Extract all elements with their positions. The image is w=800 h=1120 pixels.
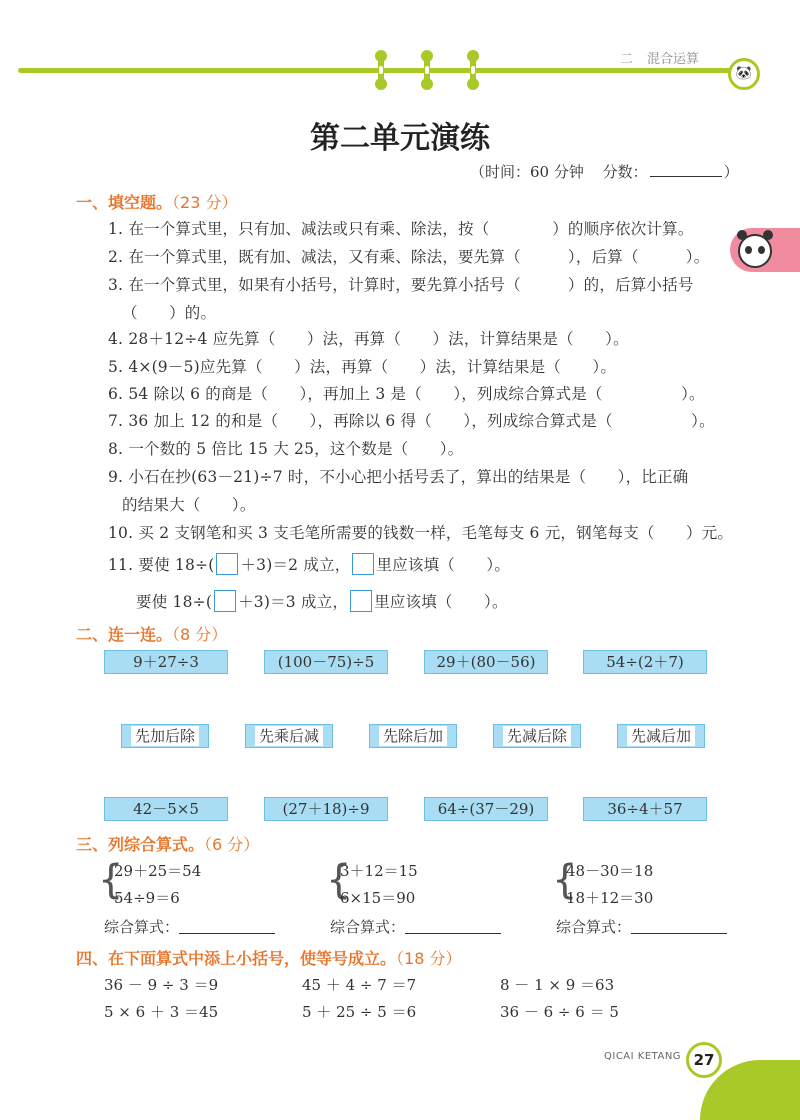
expression-card[interactable]: 64÷(37－29) xyxy=(424,797,548,821)
binder-pin-icon xyxy=(470,52,476,88)
section-points: （6 分） xyxy=(204,835,260,854)
section-heading-1 xyxy=(76,190,237,213)
question-4: 4. 28＋12÷4 应先算（ ）法，再算（ ）法，计算结果是（ ）。 xyxy=(108,330,629,348)
question-10: 10. 买 2 支钢笔和买 3 支毛笔所需要的钱数一样，毛笔每支 6 元，钢笔每支（ ）元。 xyxy=(108,524,734,542)
bracket-equation: 36 － 9 ÷ 3 ＝9 xyxy=(104,976,219,994)
panda-icon xyxy=(738,234,772,268)
bracket-equation: 5 × 6 ＋ 3 ＝45 xyxy=(104,1003,219,1021)
order-card[interactable] xyxy=(369,724,457,748)
answer-blank[interactable] xyxy=(405,933,501,934)
section-heading-2 xyxy=(76,622,227,645)
answer-square[interactable] xyxy=(216,553,238,575)
brand-label: QICAI KETANG xyxy=(604,1051,682,1062)
given-equation: 3＋12＝15 xyxy=(340,862,418,880)
answer-square[interactable] xyxy=(352,553,374,575)
expression-card[interactable]: 9＋27÷3 xyxy=(104,650,228,674)
time-label: （时间：60 分钟 xyxy=(470,163,584,181)
section-points: （8 分） xyxy=(172,625,228,644)
question-9: 9. 小石在抄(63－21)÷7 时，不小心把小括号丢了，算出的结果是（ ），比正确 xyxy=(108,468,689,486)
section-points: （23 分） xyxy=(172,193,238,212)
question-11b xyxy=(136,590,508,612)
section-title: 三、列综合算式。 xyxy=(76,835,205,854)
q11a-prefix: 11. 要使 18÷( xyxy=(108,556,215,574)
binder-pin-icon xyxy=(378,52,384,88)
order-label: 先乘后减 xyxy=(255,726,323,746)
question-5: 5. 4×(9－5)应先算（ ）法，再算（ ）法，计算结果是（ ）。 xyxy=(108,358,617,376)
question-11a xyxy=(108,553,510,575)
question-6: 6. 54 除以 6 的商是（ ），再加上 3 是（ ），列成综合算式是（ ）。 xyxy=(108,385,705,403)
bracket-equation: 36 － 6 ÷ 6 ＝ 5 xyxy=(500,1003,619,1021)
meta-close: ） xyxy=(723,163,739,181)
binder-pin-icon xyxy=(424,52,430,88)
q11a-middle: ＋3)＝2 成立， xyxy=(240,556,351,574)
time-score-line xyxy=(470,161,739,182)
brace-icon: { xyxy=(552,857,578,903)
expression-card[interactable]: 29＋(80－56) xyxy=(424,650,548,674)
order-label: 先减后除 xyxy=(503,726,571,746)
expression-card[interactable]: 42－5×5 xyxy=(104,797,228,821)
order-card[interactable] xyxy=(121,724,209,748)
expression-card[interactable]: 36÷4＋57 xyxy=(583,797,707,821)
unit-label xyxy=(620,48,713,67)
section-title: 一、填空题。 xyxy=(76,193,173,212)
answer-label: 综合算式： xyxy=(330,918,406,936)
section-title: 二、连一连。 xyxy=(76,625,173,644)
expression-card[interactable]: 54÷(2＋7) xyxy=(583,650,707,674)
question-3-cont: （ ）的。 xyxy=(122,304,217,322)
section-title: 四、在下面算式中添上小括号，使等号成立。 xyxy=(76,949,397,968)
score-label: 分数： xyxy=(602,163,648,181)
given-equation: 18＋12＝30 xyxy=(566,889,654,907)
question-9-cont: 的结果大（ ）。 xyxy=(122,496,256,514)
expression-card[interactable]: (100－75)÷5 xyxy=(264,650,388,674)
panda-badge-icon: 🐼 xyxy=(728,58,760,90)
answer-line xyxy=(556,916,727,937)
answer-line xyxy=(104,916,275,937)
answer-square[interactable] xyxy=(214,590,236,612)
given-equation: 29＋25＝54 xyxy=(114,862,202,880)
q11b-suffix: 里应该填（ ）。 xyxy=(374,593,508,611)
order-card[interactable] xyxy=(493,724,581,748)
given-equation: 6×15＝90 xyxy=(340,889,416,907)
answer-label: 综合算式： xyxy=(104,918,180,936)
score-blank[interactable] xyxy=(650,176,722,177)
question-3: 3. 在一个算式里，如果有小括号，计算时，要先算小括号（ ）的，后算小括号 xyxy=(108,276,694,294)
q11b-prefix: 要使 18÷( xyxy=(136,593,213,611)
answer-blank[interactable] xyxy=(631,933,727,934)
answer-line xyxy=(330,916,501,937)
order-label: 先除后加 xyxy=(379,726,447,746)
answer-blank[interactable] xyxy=(179,933,275,934)
q11b-middle: ＋3)＝3 成立， xyxy=(238,593,349,611)
section-heading-3 xyxy=(76,832,259,855)
bracket-equation: 5 ＋ 25 ÷ 5 ＝6 xyxy=(302,1003,417,1021)
question-7: 7. 36 加上 12 的和是（ ），再除以 6 得（ ），列成综合算式是（ ）。 xyxy=(108,412,715,430)
given-equation: 54÷9＝6 xyxy=(114,889,180,907)
order-label: 先减后加 xyxy=(627,726,695,746)
question-2: 2. 在一个算式里，既有加、减法，又有乘、除法，要先算（ ），后算（ ）。 xyxy=(108,248,710,266)
answer-square[interactable] xyxy=(350,590,372,612)
question-1: 1. 在一个算式里，只有加、减法或只有乘、除法，按（ ）的顺序依次计算。 xyxy=(108,220,694,238)
expression-card[interactable]: (27＋18)÷9 xyxy=(264,797,388,821)
unit-name: 混合运算 xyxy=(647,52,700,67)
page-number: 27 xyxy=(686,1042,722,1078)
order-label: 先加后除 xyxy=(131,726,199,746)
q11a-suffix: 里应该填（ ）。 xyxy=(376,556,511,574)
bracket-equation: 45 ＋ 4 ÷ 7 ＝7 xyxy=(302,976,417,994)
answer-label: 综合算式： xyxy=(556,918,632,936)
unit-number: 二 xyxy=(620,52,634,67)
brace-icon: { xyxy=(98,857,124,903)
section-points: （18 分） xyxy=(396,949,462,968)
section-heading-4 xyxy=(76,946,461,969)
order-card[interactable] xyxy=(245,724,333,748)
order-card[interactable] xyxy=(617,724,705,748)
question-8: 8. 一个数的 5 倍比 15 大 25，这个数是（ ）。 xyxy=(108,440,464,458)
brace-icon: { xyxy=(326,857,352,903)
page-title: 第二单元演练 xyxy=(310,121,490,156)
bracket-equation: 8 － 1 × 9 ＝63 xyxy=(500,976,615,994)
given-equation: 48－30＝18 xyxy=(566,862,654,880)
